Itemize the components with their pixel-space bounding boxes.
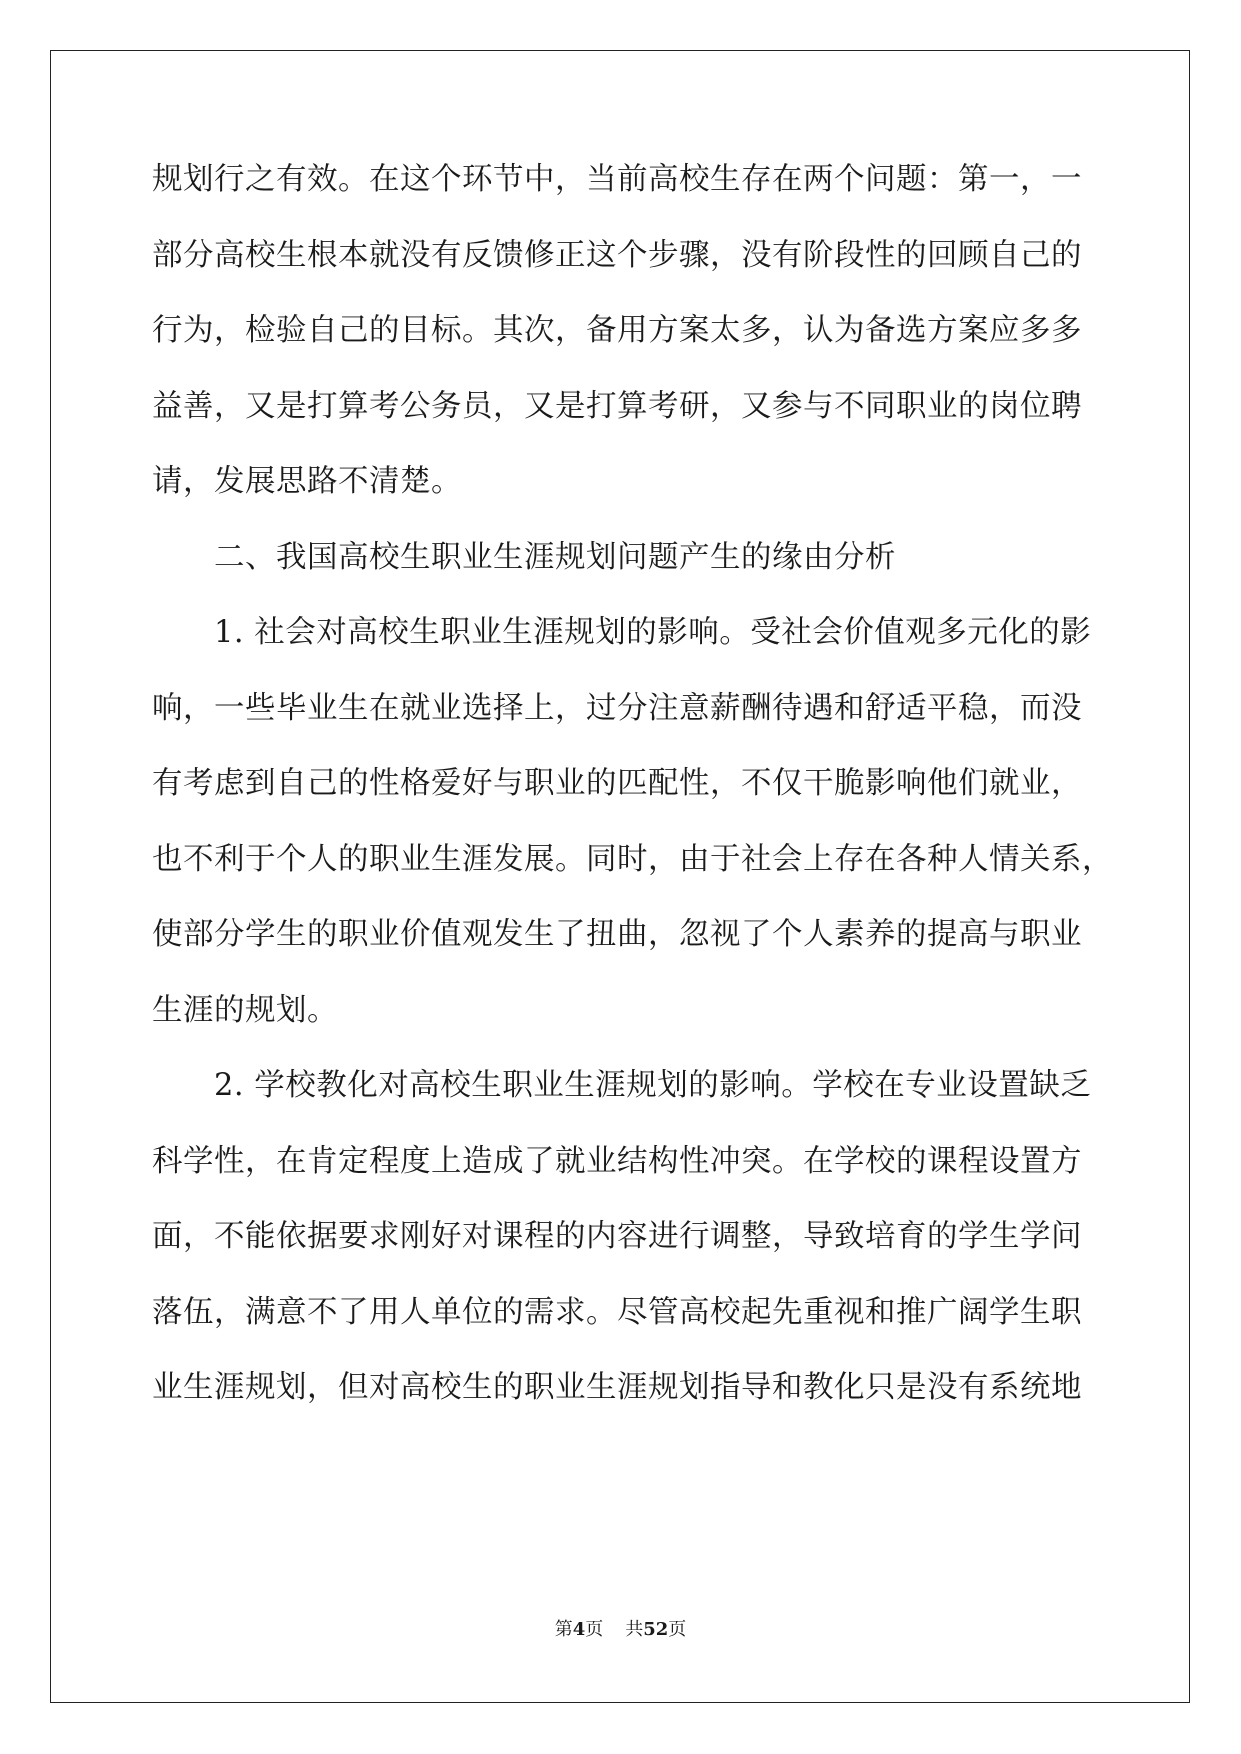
page-suffix: 页 (585, 1619, 604, 1640)
page-footer (0, 1618, 1241, 1642)
text-line: 响，一些毕业生在就业选择上，过分注意薪酬待遇和舒适平稳，而没 (152, 691, 1082, 726)
text-line: 业生涯规划，但对高校生的职业生涯规划指导和教化只是没有系统地 (152, 1370, 1082, 1405)
page-number: 4 (572, 1619, 586, 1640)
text-line: 部分高校生根本就没有反馈修正这个步骤，没有阶段性的回顾自己的 (152, 238, 1082, 273)
text-line: 也不利于个人的职业生涯发展。同时，由于社会上存在各种人情关系， (152, 842, 1113, 877)
text-line: 有考虑到自己的性格爱好与职业的匹配性，不仅干脆影响他们就业， (152, 766, 1082, 801)
text-line: 规划行之有效。在这个环节中，当前高校生存在两个问题：第一，一 (152, 162, 1082, 197)
text-line: 使部分学生的职业价值观发生了扭曲，忽视了个人素养的提高与职业 (152, 917, 1082, 952)
text-line: 面，不能依据要求刚好对课程的内容进行调整，导致培育的学生学问 (152, 1219, 1082, 1254)
text-line: 科学性，在肯定程度上造成了就业结构性冲突。在学校的课程设置方 (152, 1144, 1082, 1179)
text-line: 生涯的规划。 (152, 993, 338, 1028)
page-prefix: 第 (554, 1619, 573, 1640)
text-line: 益善，又是打算考公务员，又是打算考研，又参与不同职业的岗位聘 (152, 389, 1082, 424)
total-suffix: 页 (668, 1619, 687, 1640)
text-line: 行为，检验自己的目标。其次，备用方案太多，认为备选方案应多多 (152, 313, 1082, 348)
text-line: 2. 学校教化对高校生职业生涯规划的影响。学校在专业设置缺乏 (152, 1068, 1092, 1103)
total-pages: 52 (643, 1619, 669, 1640)
text-line: 落伍，满意不了用人单位的需求。尽管高校起先重视和推广阔学生职 (152, 1295, 1082, 1330)
total-prefix: 共 (625, 1619, 644, 1640)
text-line: 请，发展思路不清楚。 (152, 464, 462, 499)
text-line: 1. 社会对高校生职业生涯规划的影响。受社会价值观多元化的影 (152, 615, 1092, 650)
section-heading: 二、我国高校生职业生涯规划问题产生的缘由分析 (152, 540, 896, 575)
